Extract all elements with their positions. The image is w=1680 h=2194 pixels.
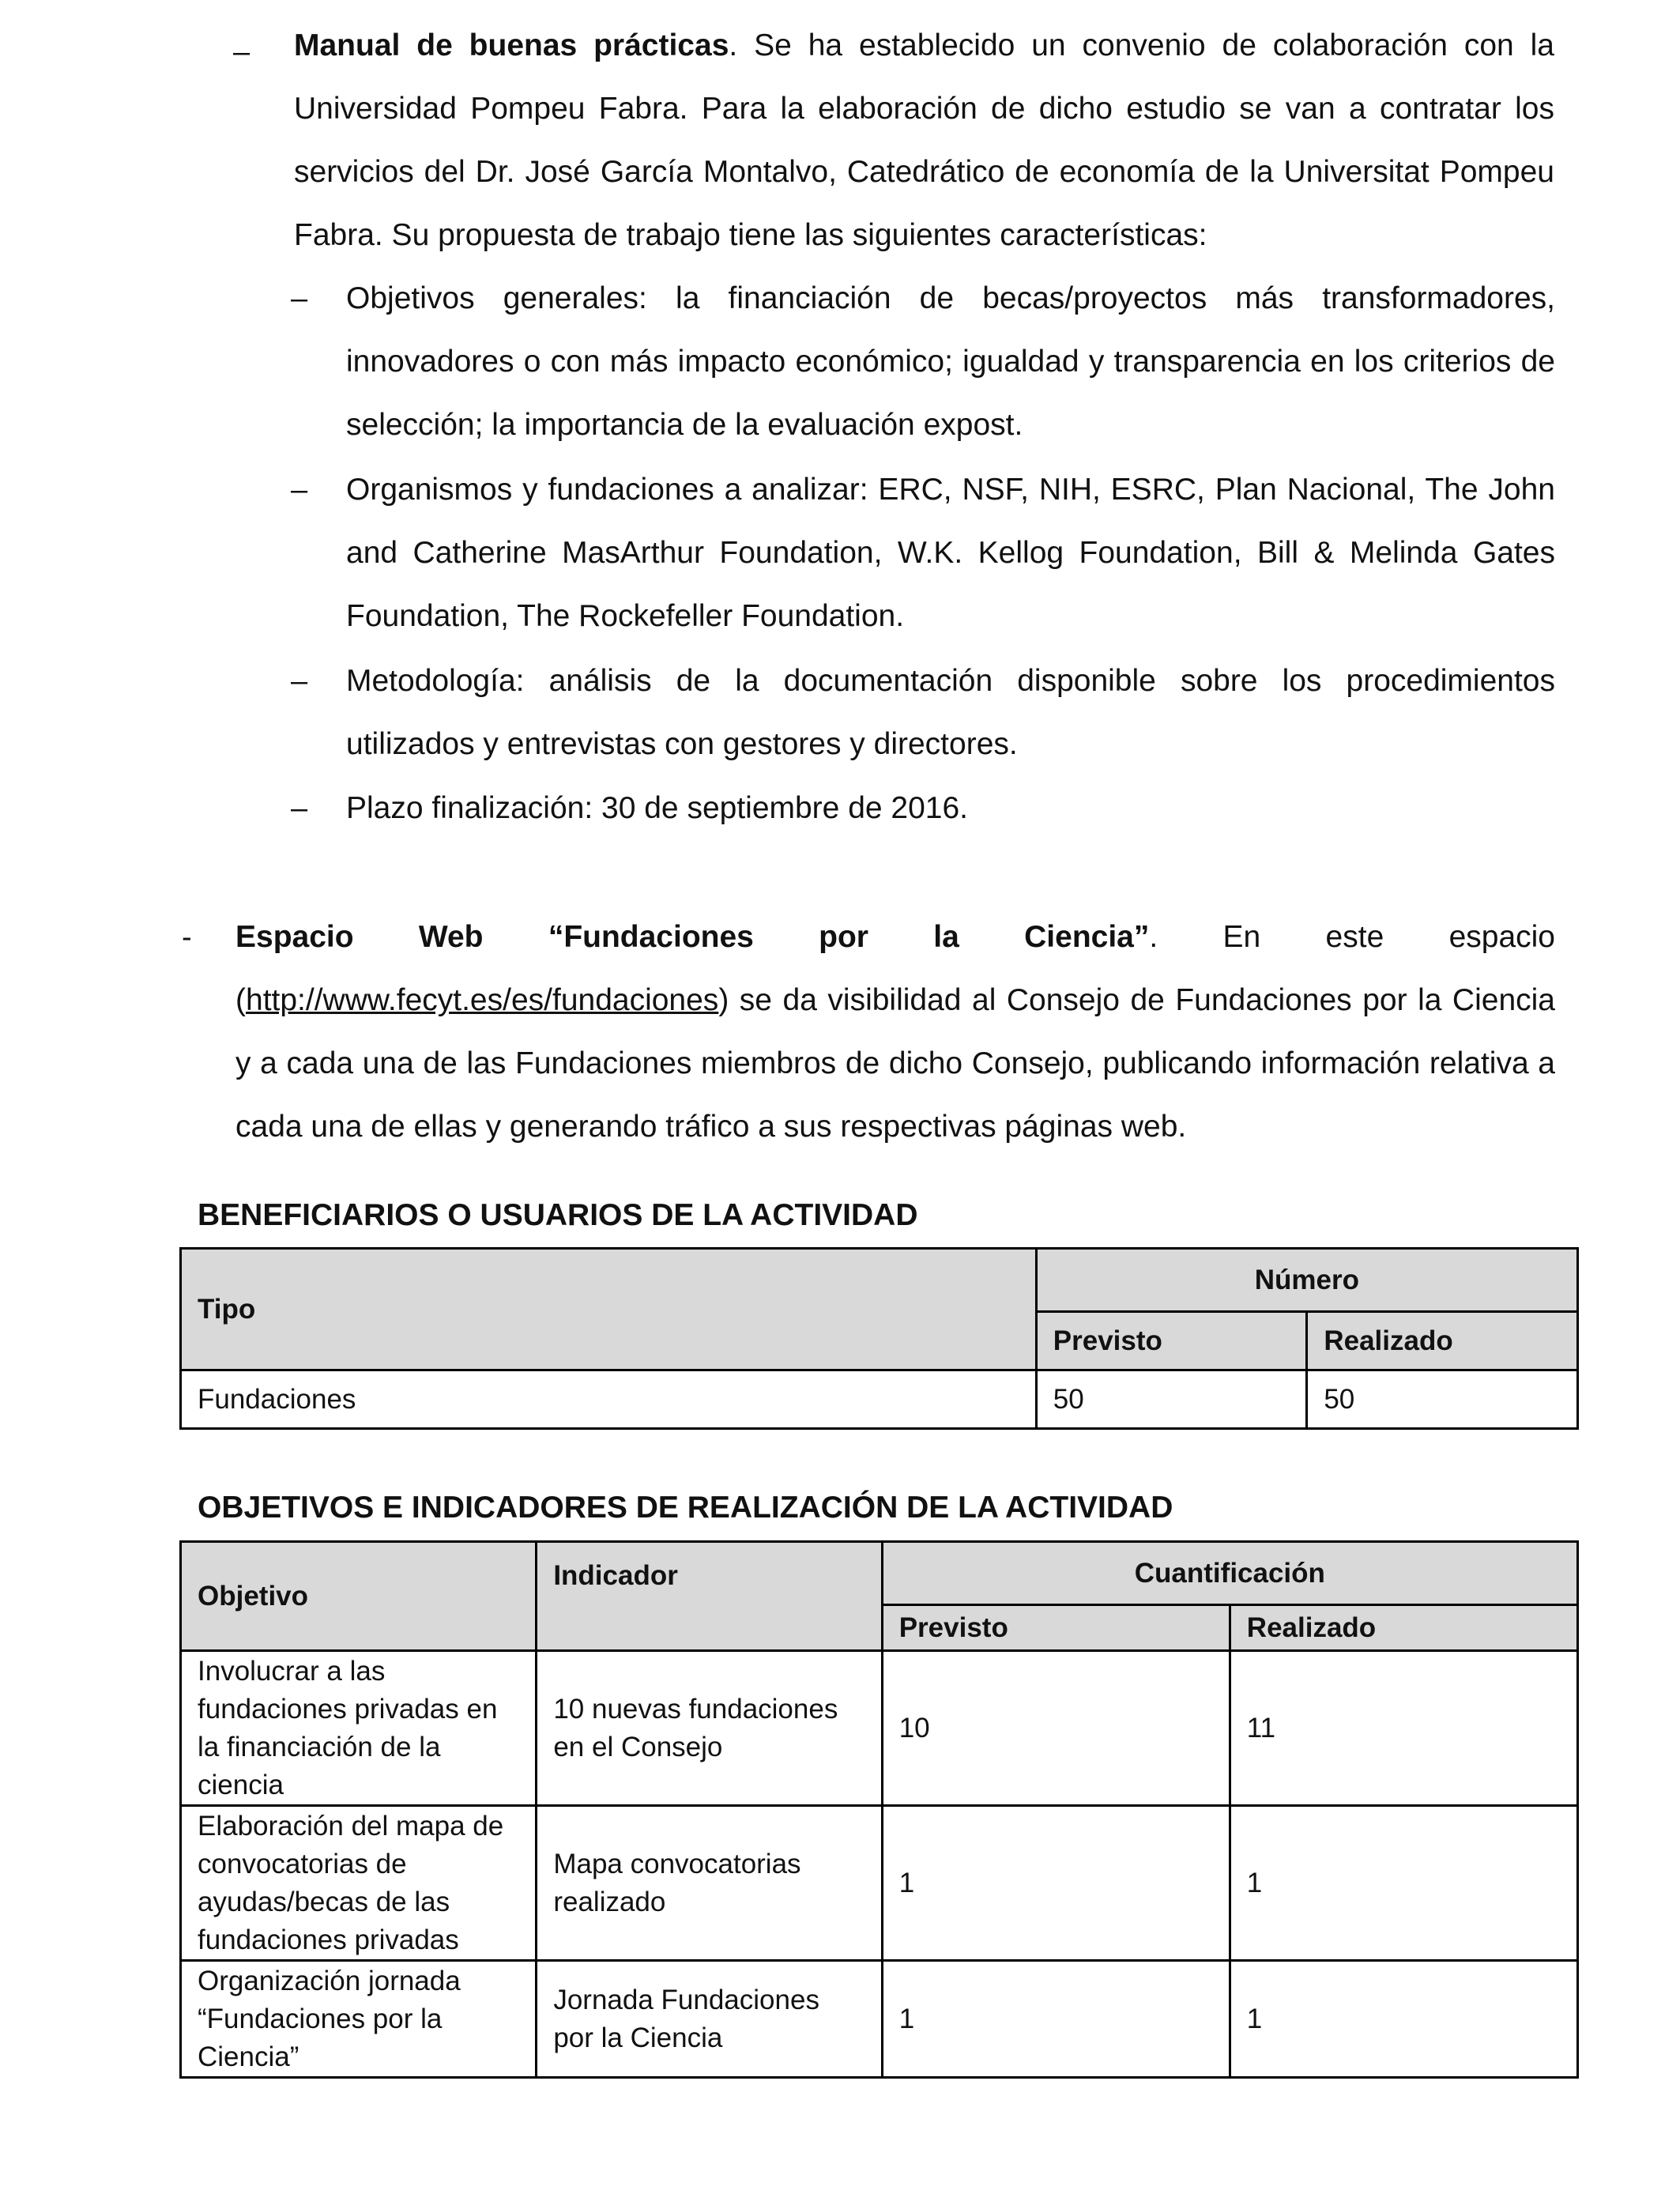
cell-indicador: Mapa convocatorias realizado <box>537 1806 882 1961</box>
subitem-metodologia: Metodología: análisis de la documentación disponible sobre los procedimientos utilizados y entrevistas con gestores y directores. <box>346 664 1555 761</box>
subitem-objetivos: Objetivos generales: la financiación de becas/proyectos más transformadores, innovadores o con más impacto económico; igualdad y transparencia en los criterios de selección; la importancia de la evaluación expost. <box>346 281 1555 442</box>
bullet-manual-buenas-practicas <box>294 14 1554 267</box>
subitem-plazo: Plazo finalización: 30 de septiembre de 2016. <box>346 791 969 825</box>
cell-previsto: 10 <box>882 1651 1230 1806</box>
cell-indicador: 10 nuevas fundaciones en el Consejo <box>537 1651 882 1806</box>
beneficiarios-table <box>179 1247 1579 1430</box>
cell-realizado: 1 <box>1230 1961 1577 2078</box>
bullet-espacio-web <box>235 906 1555 1159</box>
bullet-bold-title: Espacio Web “Fundaciones por la Ciencia” <box>235 920 1150 954</box>
cell-previsto: 50 <box>1036 1370 1307 1429</box>
header-indicador: Indicador <box>537 1542 882 1651</box>
bullet-body: . En este espacio ( <box>235 920 1556 1017</box>
header-tipo: Tipo <box>181 1249 1037 1370</box>
fecyt-link[interactable]: http://www.fecyt.es/es/fundaciones <box>246 983 719 1017</box>
header-realizado: Realizado <box>1307 1312 1578 1370</box>
subitem-organismos: Organismos y fundaciones a analizar: ERC, NSF, NIH, ESRC, Plan Nacional, The John and Catherine MasArthur Foundation, W.K. Kellog Foundation, Bill & Melinda Gates Foundation, The Rockefeller Foundation. <box>346 473 1555 633</box>
table-row <box>181 1370 1578 1429</box>
table-row <box>181 1961 1578 2078</box>
table-row <box>181 1651 1578 1806</box>
section-title-beneficiarios: BENEFICIARIOS O USUARIOS DE LA ACTIVIDAD <box>198 1198 918 1232</box>
subitem-dash: – <box>291 473 308 507</box>
header-realizado: Realizado <box>1230 1605 1577 1651</box>
bullet-dash: – <box>233 36 250 69</box>
bullet-dash: - <box>182 921 192 954</box>
header-objetivo: Objetivo <box>181 1542 537 1651</box>
cell-previsto: 1 <box>882 1961 1230 2078</box>
bullet-bold-title: Manual de buenas prácticas <box>294 28 729 62</box>
cell-previsto: 1 <box>882 1806 1230 1961</box>
cell-indicador: Jornada Fundaciones por la Ciencia <box>537 1961 882 2078</box>
cell-realizado: 11 <box>1230 1651 1577 1806</box>
cell-realizado: 1 <box>1230 1806 1577 1961</box>
section-title-objetivos: OBJETIVOS E INDICADORES DE REALIZACIÓN DE LA ACTIVIDAD <box>198 1491 1173 1525</box>
header-cuantificacion: Cuantificación <box>882 1542 1577 1605</box>
subitem-dash: – <box>291 282 308 315</box>
header-previsto: Previsto <box>1036 1312 1307 1370</box>
header-previsto: Previsto <box>882 1605 1230 1651</box>
table-row <box>181 1806 1578 1961</box>
cell-tipo: Fundaciones <box>181 1370 1037 1429</box>
header-numero: Número <box>1036 1249 1577 1312</box>
subitem-dash: – <box>291 665 308 698</box>
cell-objetivo: Elaboración del mapa de convocatorias de ayudas/becas de las fundaciones privadas <box>181 1806 537 1961</box>
cell-realizado: 50 <box>1307 1370 1578 1429</box>
objetivos-table <box>179 1540 1579 2079</box>
cell-objetivo: Involucrar a las fundaciones privadas en la financiación de la ciencia <box>181 1651 537 1806</box>
bullet-body: . Se ha establecido un convenio de colaboración con la Universidad Pompeu Fabra. Para la elaboración de dicho estudio se van a contratar los servicios del Dr. José García Montalvo, Catedrático de economía de la Universitat Pompeu Fabra. Su propuesta de trabajo tiene las siguientes características: <box>294 28 1554 252</box>
subitem-dash: – <box>291 792 308 825</box>
bullet-body: ) se da visibilidad al Consejo de Fundaciones por la Ciencia y a cada una de las Fundaciones miembros de dicho Consejo, publicando información relativa a cada una de ellas y generando tráfico a sus respectivas páginas web. <box>235 983 1555 1144</box>
cell-objetivo: Organización jornada “Fundaciones por la Ciencia” <box>181 1961 537 2078</box>
